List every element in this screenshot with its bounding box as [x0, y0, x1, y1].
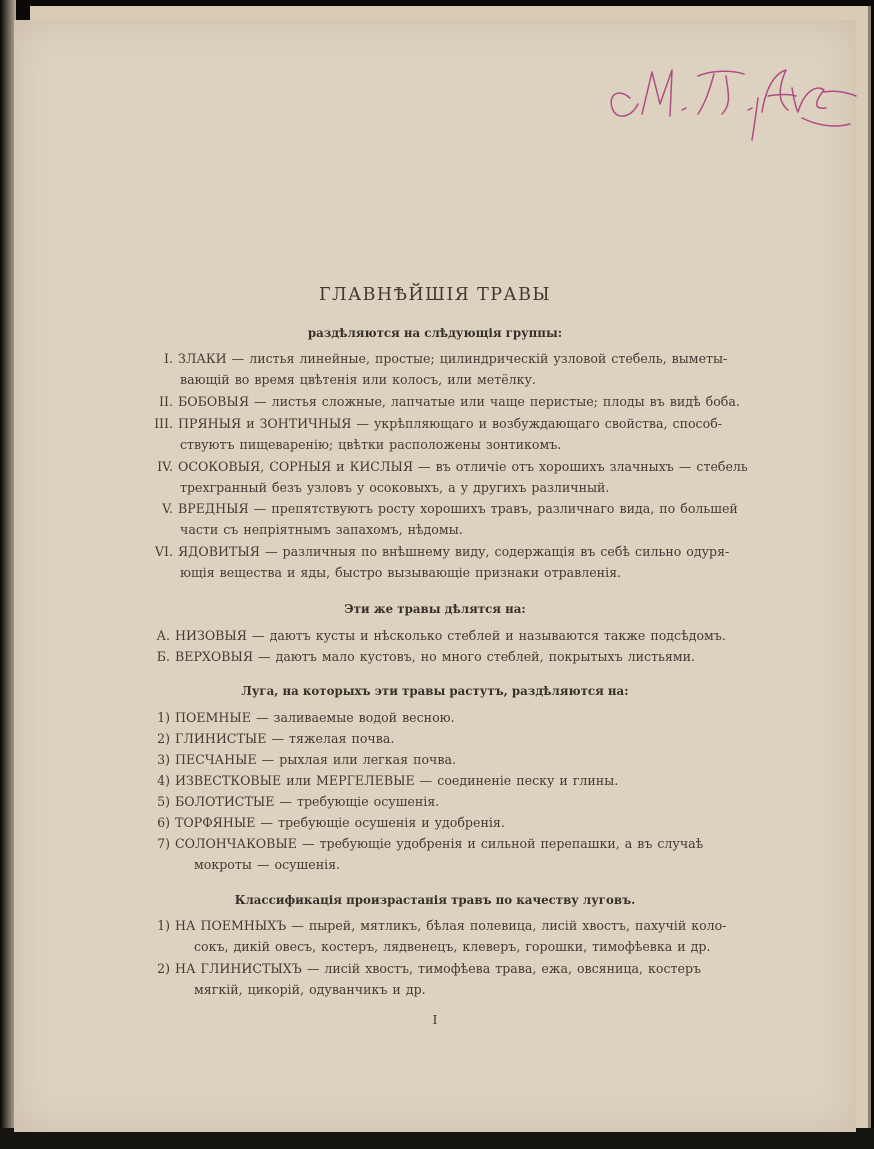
- meadow-line: 7) СОЛОНЧАКОВЫЕ — требующіе удобренія и сильной перепашки, а въ случаѣ: [157, 836, 704, 851]
- document-page: [14, 20, 856, 1132]
- section-heading: Классификація произрастанія травъ по качеству луговъ.: [234, 893, 636, 907]
- group-line: IV. ОСОКОВЫЯ, СОРНЫЯ и КИСЛЫЯ — въ отличіе отъ хорошихъ злачныхъ — стебель: [157, 459, 748, 474]
- group-line: ствуютъ пищеваренію; цвѣтки расположены зонтикомъ.: [180, 437, 562, 452]
- meadow-line: 2) ГЛИНИСТЫЕ — тяжелая почва.: [157, 731, 395, 746]
- group-line: I. ЗЛАКИ — листья линейные, простые; цилиндрическій узловой стебель, выметы-: [164, 351, 728, 366]
- division-line: Б. ВЕРХОВЫЯ — даютъ мало кустовъ, но много стеблей, покрытыхъ листьями.: [156, 649, 696, 664]
- group-line: ющія вещества и яды, быстро вызывающіе признаки отравленія.: [180, 565, 622, 580]
- section-heading: Эти же травы дѣлятся на:: [344, 602, 526, 616]
- meadow-line: 3) ПЕСЧАНЫЕ — рыхлая или легкая почва.: [157, 752, 456, 767]
- group-line: III. ПРЯНЫЯ и ЗОНТИЧНЫЯ — укрѣпляющаго и возбуждающаго свойства, способ-: [154, 416, 723, 431]
- page-title: ГЛАВНѢЙШІЯ ТРАВЫ: [319, 285, 551, 305]
- meadow-line: мокроты — осушенія.: [194, 857, 341, 872]
- section-heading: Луга, на которыхъ эти травы растутъ, раздѣляются на:: [241, 684, 629, 698]
- group-line: вающій во время цвѣтенія или колосъ, или метёлку.: [180, 372, 536, 387]
- group-line: V. ВРЕДНЫЯ — препятствуютъ росту хорошихъ травъ, различнаго вида, по большей: [162, 501, 738, 516]
- meadow-line: 1) ПОЕМНЫЕ — заливаемые водой весною.: [157, 710, 455, 725]
- meadow-line: 4) ИЗВЕСТКОВЫЕ или МЕРГЕЛЕВЫЕ — соединеніе песку и глины.: [157, 773, 619, 788]
- classification-line: 1) НА ПОЕМНЫХЪ — пырей, мятликъ, бѣлая полевица, лисій хвостъ, пахучій коло-: [157, 918, 727, 933]
- group-line: трехгранный безъ узловъ у осоковыхъ, а у другихъ различный.: [180, 480, 610, 495]
- classification-line: мягкій, цикорій, одуванчикъ и др.: [194, 982, 426, 997]
- classification-line: 2) НА ГЛИНИСТЫХЪ — лисій хвостъ, тимофѣева трава, ежа, овсяница, костеръ: [157, 961, 702, 976]
- classification-line: сокъ, дикій овесъ, костеръ, лядвенецъ, клеверъ, горошки, тимофѣевка и др.: [194, 939, 711, 954]
- meadow-line: 6) ТОРФЯНЫЕ — требующіе осушенія и удобренія.: [157, 815, 505, 830]
- subtitle: раздѣляются на слѣдующія группы:: [307, 326, 563, 340]
- group-line: II. БОБОВЫЯ — листья сложные, лапчатые или чаще перистые; плоды въ видѣ боба.: [159, 394, 740, 409]
- handwritten-signature: [602, 48, 862, 148]
- group-line: части съ непріятнымъ запахомъ, нѣдомы.: [180, 522, 463, 537]
- division-line: А. НИЗОВЫЯ — даютъ кусты и нѣсколько стеблей и называются также подсѣдомъ.: [156, 628, 726, 643]
- group-line: VI. ЯДОВИТЫЯ — различныя по внѣшнему виду, содержащія въ себѣ сильно одуря-: [154, 544, 730, 559]
- page-number: I: [432, 1013, 438, 1027]
- meadow-line: 5) БОЛОТИСТЫЕ — требующіе осушенія.: [157, 794, 440, 809]
